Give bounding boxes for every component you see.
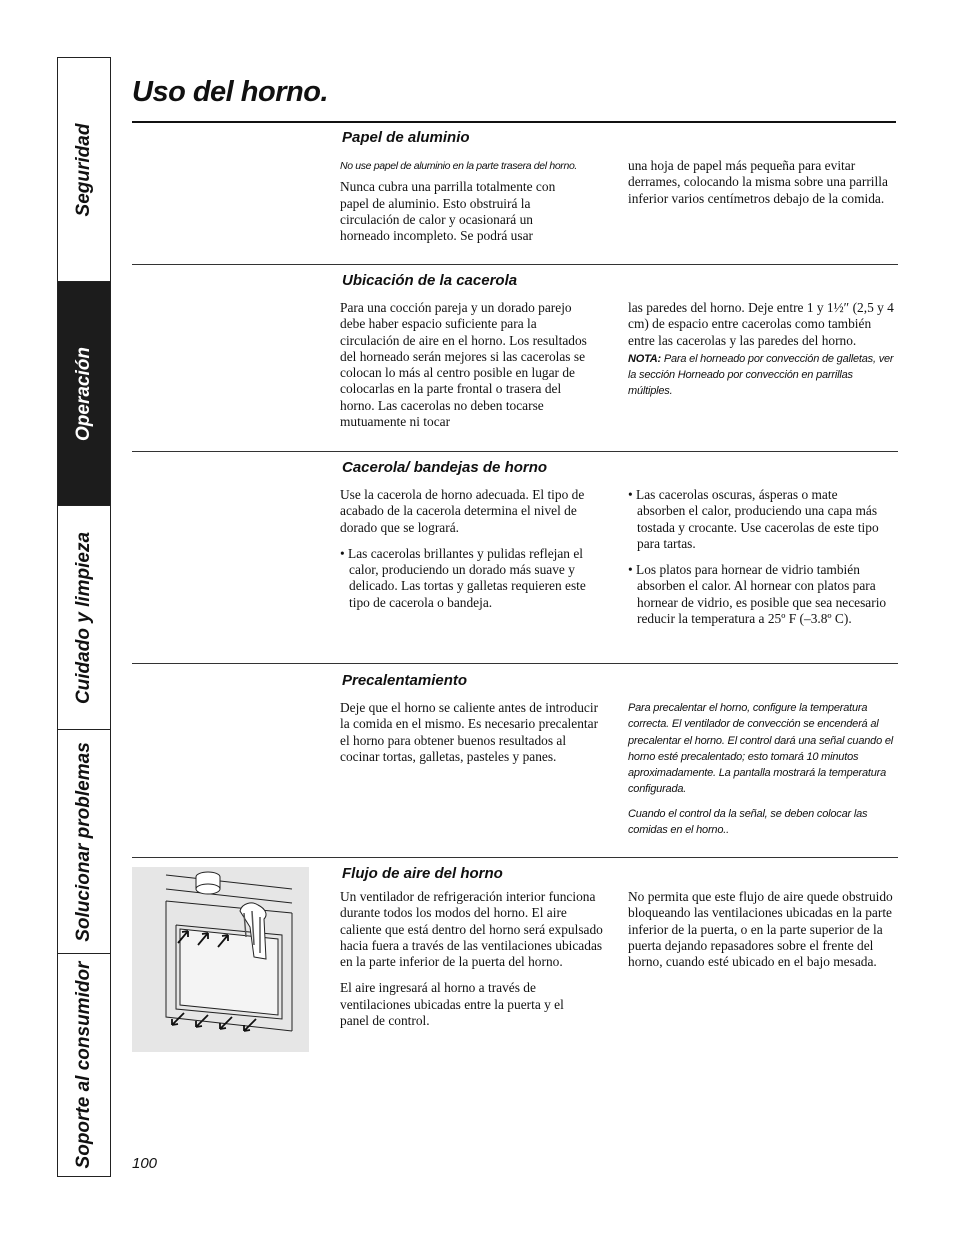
foil-note: No use papel de aluminio en la parte trasera del horno. [340, 160, 577, 172]
bakeware-bullet-shiny: • Las cacerolas brillantes y pulidas reflejan el calor, produciendo un dorado más suave y delicado. Las tortas y galletas requieren este tipo de cacerola o bandeja. [340, 545, 586, 610]
preheating-right-column [628, 700, 896, 838]
preheating-note-2: Cuando el control da la señal, se deben colocar las comidas en el horno.. [628, 807, 868, 837]
section-title-foil: Papel de aluminio [342, 129, 470, 146]
foil-right-column [628, 158, 890, 207]
tab-seguridad[interactable] [58, 58, 110, 282]
tab-solucionar-problemas-label: Solucionar problemas [73, 741, 94, 942]
preheating-left-column [340, 700, 602, 765]
tab-operacion-label: Operación [73, 346, 94, 441]
foil-text-right: una hoja de papel más pequeña para evitar derrames, colocando la misma sobre una parrilla inferior varios centímetros debajo de la comida. [628, 158, 888, 206]
note-label: NOTA: [628, 352, 662, 365]
airflow-text-left-1: Un ventilador de refrigeración interior funciona durante todos los modos del horno. El aire caliente que está dentro del horno será expulsado hacia fuera a través de las ventilaciones ubicadas en la parte inferior de la puerta del horno. [340, 889, 603, 970]
airflow-text-right: No permita que este flujo de aire quede obstruido bloqueando las ventilaciones ubicadas en la parte inferior de la puerta, o en la parte superior de la puerta dejando repasadores sobre el frente del horno, cuando esté ubicado en el bajo mesada. [628, 889, 893, 970]
bakeware-bullet-dark: • Las cacerolas oscuras, ásperas o mate absorben el calor, produciendo una capa más tostada y crocante. Use cacerolas de este tipo para tartas. [628, 487, 879, 551]
page-number: 100 [132, 1155, 158, 1172]
tab-seguridad-label: Seguridad [73, 123, 94, 216]
bakeware-text-left: Use la cacerola de horno adecuada. El tipo de acabado de la cacerola determina el nivel de dorado que se logrará. [340, 487, 585, 535]
pan-placement-note [628, 351, 894, 400]
tab-solucionar-problemas[interactable] [58, 730, 110, 954]
oven-door-airflow-icon [132, 867, 309, 1052]
pan-placement-text-right: las paredes del horno. Deje entre 1 y 1½″ (2,5 y 4 cm) de espacio entre cacerolas como también entre las cacerolas y las paredes del horno. [628, 300, 894, 348]
foil-left-column [340, 158, 612, 244]
foil-text-left: Nunca cubra una parrilla totalmente con papel de aluminio. Esto obstruirá la circulación de calor y ocasionará un horneado incompleto. Se podrá usar [340, 179, 556, 244]
oven-airflow-illustration [132, 867, 309, 1052]
bakeware-left-column [340, 487, 604, 611]
section-title-airflow: Flujo de aire del horno [342, 865, 503, 882]
pan-placement-right-column [628, 300, 894, 400]
section-divider [132, 663, 898, 664]
section-tabs [57, 57, 111, 1177]
tab-soporte-consumidor[interactable] [58, 954, 110, 1176]
pan-placement-text-left: Para una cocción pareja y un dorado parejo debe haber espacio suficiente para la circulación de aire en el horno. Los resultados del horneado serán mejores si las cacerolas se colocan lo más al centro posible en lugar de colocarlas en la parte frontal o trasera del horno. Las cacerolas no deben tocarse mutuamente ni tocar [340, 300, 587, 430]
section-title-pan-placement: Ubicación de la cacerola [342, 272, 518, 289]
section-title-preheating: Precalentamiento [342, 672, 468, 689]
airflow-left-column [340, 889, 604, 1029]
pan-placement-left-column [340, 300, 598, 430]
preheating-text-left: Deje que el horno se caliente antes de introducir la comida en el mismo. Es necesario precalentar el horno para obtener buenos resultados al cocinar tortas, galletas, pasteles y panes. [340, 700, 599, 764]
section-divider [132, 264, 898, 265]
page-title: Uso del horno. [132, 76, 328, 108]
section-title-bakeware: Cacerola/ bandejas de horno [342, 459, 548, 476]
airflow-right-column [628, 889, 898, 970]
section-divider [132, 857, 898, 858]
tab-cuidado-limpieza-label: Cuidado y limpieza [73, 531, 94, 704]
tab-soporte-consumidor-label: Soporte al consumidor [73, 961, 94, 1169]
tab-cuidado-limpieza[interactable] [58, 506, 110, 730]
bakeware-bullet-glass: • Los platos para hornear de vidrio también absorben el calor. Al hornear con platos para hornear de vidrio, es posible que sea necesario reducir la temperatura a 25º F (–3.8º C). [628, 562, 887, 627]
airflow-text-left-2: El aire ingresará al horno a través de ventilaciones ubicadas entre la puerta y el panel de control. [340, 980, 564, 1029]
bakeware-right-column [628, 487, 888, 627]
pan-placement-note-text: Para el horneado por convección de galletas, ver la sección Horneado por convección en parrillas múltiples. [628, 352, 894, 398]
preheating-note-1: Para precalentar el horno, configure la temperatura correcta. El ventilador de convección se encenderá al precalentar el horno. El control dará una señal cuando el horno esté precalentado; esto tomará 10 minutos aproximadamente. La pantalla mostrará la temperatura configurada. [628, 702, 894, 796]
tab-operacion[interactable] [58, 282, 110, 506]
section-divider [132, 451, 898, 452]
title-rule [132, 121, 896, 123]
